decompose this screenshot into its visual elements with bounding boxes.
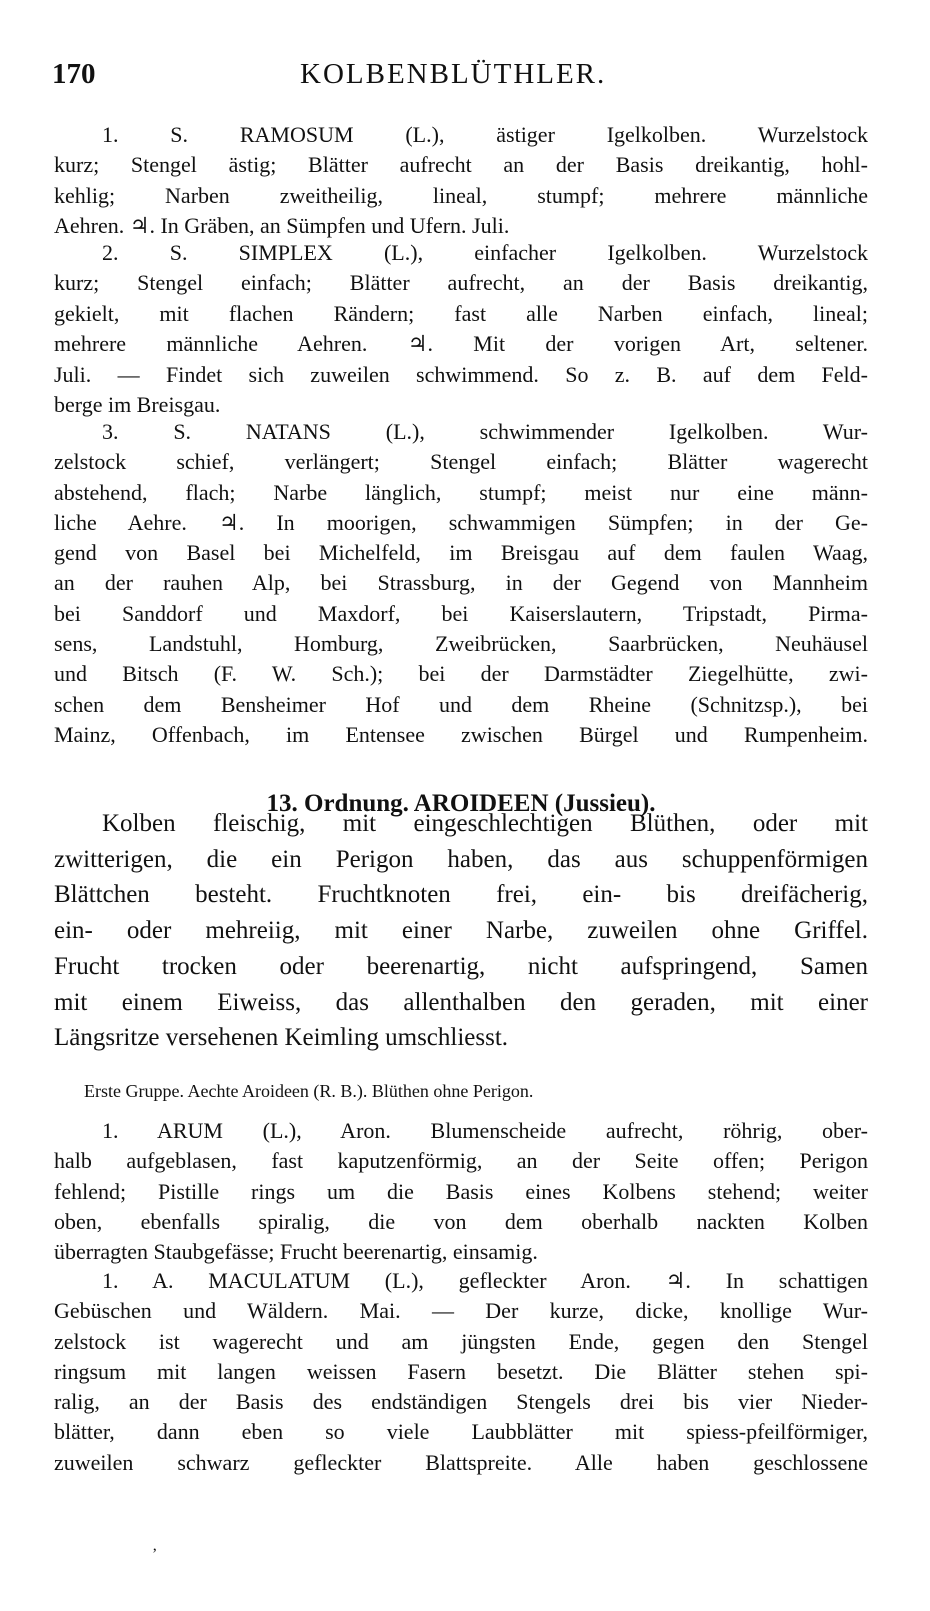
text-line: 3. S. NATANS (L.), schwimmender Igelkolben. Wur-: [102, 419, 868, 444]
text-line: bei Sanddorf und Maxdorf, bei Kaiserslautern, Tripstadt, Pirma-: [54, 600, 868, 626]
text-line: Aehren. ♃. In Gräben, an Sümpfen und Ufern. Juli.: [54, 213, 510, 239]
text-line: liche Aehre. ♃. In moorigen, schwammigen Sümpfen; in der Ge-: [54, 509, 868, 535]
running-title: KOLBENBLÜTHLER.: [300, 58, 607, 90]
text-line: zwitterigen, die ein Perigon haben, das aus schuppenförmigen: [54, 845, 868, 873]
entry-sparganium-ramosum: [54, 120, 868, 242]
text-line: zuweilen schwarz gefleckter Blattspreite. Alle haben geschlossene: [54, 1449, 868, 1475]
text-line: blätter, dann eben so viele Laubblätter mit spiess-pfeilförmiger,: [54, 1419, 868, 1445]
text-line: Kolben fleischig, mit eingeschlechtigen Blüthen, oder mit: [102, 810, 868, 837]
text-line: Gebüschen und Wäldern. Mai. — Der kurze, dicke, knollige Wur-: [54, 1298, 868, 1324]
text-line: schen dem Bensheimer Hof und dem Rheine (Schnitzsp.), bei: [54, 691, 868, 717]
text-line: zelstock schief, verlängert; Stengel einfach; Blätter wagerecht: [54, 449, 868, 475]
page-number: 170: [52, 58, 96, 90]
text-line: sens, Landstuhl, Homburg, Zweibrücken, Saarbrücken, Neuhäusel: [54, 631, 868, 657]
text-line: abstehend, flach; Narbe länglich, stumpf; meist nur eine männ-: [54, 479, 868, 505]
text-line: 1. S. RAMOSUM (L.), ästiger Igelkolben. Wurzelstock: [102, 122, 868, 147]
text-line: zelstock ist wagerecht und am jüngsten Ende, gegen den Stengel: [54, 1328, 868, 1354]
text-line: berge im Breisgau.: [54, 392, 221, 418]
text-line: überragten Staubgefässe; Frucht beerenartig, einsamig.: [54, 1239, 538, 1265]
entry-sparganium-natans: [54, 417, 868, 750]
order-heading: 13. Ordnung. AROIDEEN (Jussieu).: [266, 790, 656, 817]
text-line: kehlig; Narben zweitheilig, lineal, stumpf; mehrere männliche: [54, 182, 868, 208]
text-line: kurz; Stengel einfach; Blätter aufrecht, an der Basis dreikantig,: [54, 270, 868, 296]
species-arum-maculatum: [54, 1266, 868, 1478]
entry-sparganium-simplex: [54, 238, 868, 420]
order-description: [54, 806, 868, 1056]
text-line: ralig, an der Basis des endständigen Stengels drei bis vier Nieder-: [54, 1389, 868, 1415]
stray-ink-mark: ‚: [152, 1537, 158, 1554]
text-line: mit einem Eiweiss, das allenthalben den geraden, mit einer: [54, 988, 868, 1016]
text-line: ein- oder mehreiig, mit einer Narbe, zuweilen ohne Griffel.: [54, 917, 868, 945]
text-line: mehrere männliche Aehren. ♃. Mit der vorigen Art, seltener.: [54, 331, 868, 357]
group-heading: Erste Gruppe. Aechte Aroideen (R. B.). Blüthen ohne Perigon.: [84, 1081, 534, 1101]
text-line: halb aufgeblasen, fast kaputzenförmig, an der Seite offen; Perigon: [54, 1148, 868, 1174]
text-line: Blättchen besteht. Fruchtknoten frei, ein- bis dreifächerig,: [54, 881, 868, 909]
text-line: Längsritze versehenen Keimling umschliesst.: [54, 1024, 509, 1052]
text-line: kurz; Stengel ästig; Blätter aufrecht an der Basis dreikantig, hohl-: [54, 152, 868, 178]
text-line: und Bitsch (F. W. Sch.); bei der Darmstädter Ziegelhütte, zwi-: [54, 661, 868, 687]
text-line: 1. A. MACULATUM (L.), gefleckter Aron. ♃. In schattigen: [102, 1268, 868, 1293]
text-line: oben, ebenfalls spiralig, die von dem oberhalb nackten Kolben: [54, 1208, 868, 1234]
text-line: an der rauhen Alp, bei Strassburg, in der Gegend von Mannheim: [54, 570, 868, 596]
text-line: 2. S. SIMPLEX (L.), einfacher Igelkolben. Wurzelstock: [102, 240, 868, 265]
text-line: gekielt, mit flachen Rändern; fast alle Narben einfach, lineal;: [54, 300, 868, 326]
running-head: [52, 58, 868, 102]
text-line: Juli. — Findet sich zuweilen schwimmend. So z. B. auf dem Feld-: [54, 361, 868, 387]
genus-arum: [54, 1116, 868, 1267]
text-line: 1. ARUM (L.), Aron. Blumenscheide aufrecht, röhrig, ober-: [102, 1118, 868, 1143]
text-line: fehlend; Pistille rings um die Basis eines Kolbens stehend; weiter: [54, 1178, 868, 1204]
text-line: gend von Basel bei Michelfeld, im Breisgau auf dem faulen Waag,: [54, 540, 868, 566]
text-line: Mainz, Offenbach, im Entensee zwischen Bürgel und Rumpenheim.: [54, 721, 868, 747]
text-line: ringsum mit langen weissen Fasern besetzt. Die Blätter stehen spi-: [54, 1358, 868, 1384]
text-line: Frucht trocken oder beerenartig, nicht aufspringend, Samen: [54, 952, 868, 980]
